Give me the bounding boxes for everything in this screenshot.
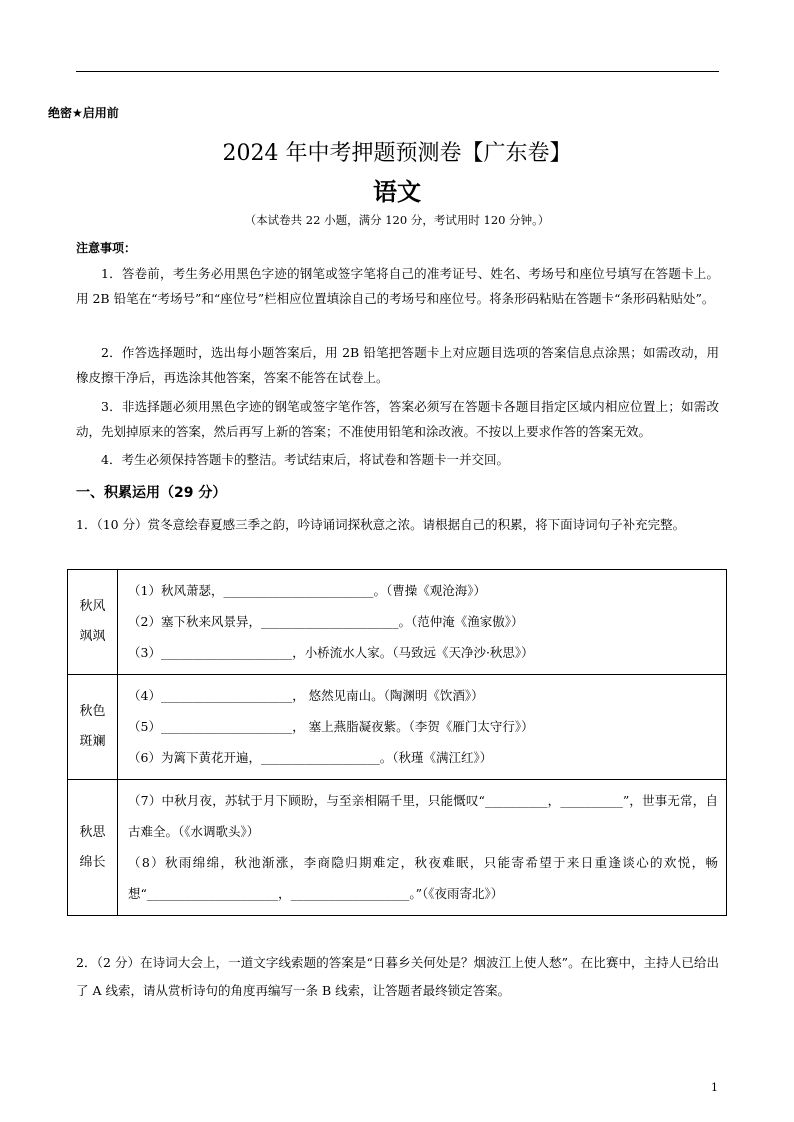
lines-cell (118, 675, 727, 780)
category-label: 飒飒 (79, 629, 106, 644)
category-label: 秋风 (79, 599, 106, 614)
fill-line[interactable]: （5）_____________________， 塞上燕脂凝夜紫。（李贺《雁门太守行》） (128, 719, 534, 734)
category-cell (68, 675, 118, 780)
poem-fill-table (67, 569, 727, 916)
question-2-text: 2．（2 分）在诗词大会上，一道文字线索题的答案是“日暮乡关何处是？烟波江上使人愁”。在比赛中，主持人已给出了 A 线索，请从赏析诗句的角度再编写一条 B 线索，让答题者最终锁定答案。 (76, 955, 719, 998)
question-1-text: 1．（10 分）赏冬意绘春夏感三季之韵，吟诗诵词探秋意之浓。请根据自己的积累，将下面诗词句子补充完整。 (76, 517, 686, 532)
fill-line[interactable]: （4）_____________________， 悠然见南山。（陶渊明《饮酒》） (128, 688, 484, 703)
category-label: 秋思 (79, 824, 106, 840)
category-label: 斑斓 (79, 734, 106, 749)
subject-title: 语文 (373, 177, 421, 206)
fill-line[interactable]: （6）为篱下黄花开遍，___________________。（秋瑾《满江红》） (128, 750, 493, 765)
confidential-label: 绝密★启用前 (48, 106, 119, 120)
exam-title: 2024 年中考押题预测卷【广东卷】 (222, 141, 572, 166)
fill-line[interactable]: （2）塞下秋来风景异，______________________。（范仲淹《渔家傲》） (128, 614, 524, 629)
fill-line[interactable]: （8）秋雨绵绵，秋池渐涨，李商隐归期难定，秋夜难眠，只能寄希望于来日重逢谈心的欢悦，畅想“_____________________，___________________。”（《夜雨寄北》） (128, 855, 718, 901)
category-cell (68, 780, 118, 916)
note-item-2: 2．作答选择题时，选出每小题答案后，用 2B 铅笔把答题卡上对应题目选项的答案信息点涂黑；如需改动，用橡皮擦干净后，再选涂其他答案，答案不能答在试卷上。 (76, 345, 719, 385)
page-number: 1 (711, 1081, 718, 1094)
category-label: 绵长 (79, 854, 106, 870)
category-label: 秋色 (79, 704, 106, 719)
fill-line[interactable]: （7）中秋月夜，苏轼于月下顾盼，与至亲相隔千里，只能慨叹“__________，__________”，世事无常，自古难全。（《水调歌头》） (128, 793, 718, 839)
section-heading: 一、积累运用（29 分） (76, 485, 227, 501)
category-cell (68, 570, 118, 675)
notes-heading: 注意事项： (76, 241, 137, 255)
lines-cell (118, 570, 727, 675)
note-item-4: 4．考生必须保持答题卡的整洁。考试结束后，将试卷和答题卡一并交回。 (101, 452, 509, 467)
note-item-3: 3．非选择题必须用黑色字迹的钢笔或签字笔作答，答案必须写在答题卡各题目指定区域内相应位置上；如需改动，先划掉原来的答案，然后再写上新的答案；不准使用铅笔和涂改液。不按以上要求作答的答案无效。 (76, 399, 719, 439)
fill-line[interactable]: （1）秋风萧瑟，________________________。（曹操《观沧海》） (128, 583, 486, 598)
note-item-1: 1．答卷前，考生务必用黑色字迹的钢笔或签字笔将自己的准考证号、姓名、考场号和座位号填写在答题卡上。用 2B 铅笔在“考场号”和“座位号”栏相应位置填涂自己的考场号和座位号。将条形码粘贴在答题卡“条形码粘贴处”。 (76, 266, 719, 306)
lines-cell (118, 780, 727, 916)
table-row (68, 780, 727, 916)
table-row (68, 675, 727, 780)
fill-line[interactable]: （3）_____________________，小桥流水人家。（马致远《天净沙·秋思》） (128, 645, 534, 660)
table-row (68, 570, 727, 675)
exam-info: （本试卷共 22 小题，满分 120 分，考试用时 120 分钟。） (244, 213, 550, 227)
header-rule (76, 71, 719, 72)
